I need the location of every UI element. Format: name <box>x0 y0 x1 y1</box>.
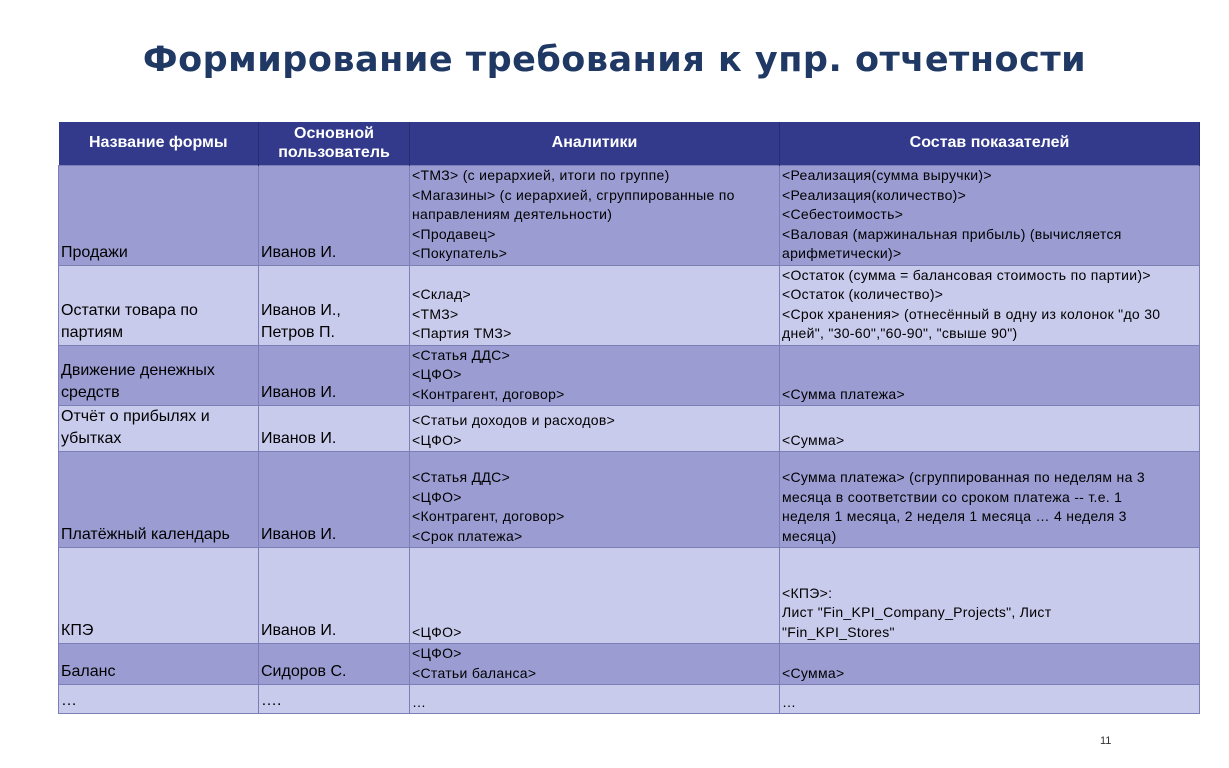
cell-line: месяца) <box>782 527 837 544</box>
indicators-cell <box>780 548 1200 644</box>
user-cell <box>259 548 410 644</box>
form-name-cell <box>59 265 259 345</box>
indicators-cell <box>780 406 1200 452</box>
cell-line: <Статьи баланса> <box>412 664 537 681</box>
cell-line: Иванов И., <box>261 301 341 319</box>
analytics-cell <box>410 406 780 452</box>
analytics-cell <box>410 685 780 714</box>
form-name-cell <box>59 166 259 266</box>
cell-line: <Склад> <box>412 286 471 302</box>
cell-line: средств <box>61 384 120 401</box>
cell-line: Иванов И. <box>261 430 337 447</box>
indicators-cell <box>780 345 1200 406</box>
header-analytics: Аналитики <box>410 122 780 166</box>
cell-line: <Сумма> <box>782 664 845 681</box>
user-cell <box>259 345 410 406</box>
table-row <box>59 685 1200 714</box>
cell-line: арифметически)> <box>782 245 902 261</box>
indicators-cell <box>780 166 1200 266</box>
cell-line: <ЦФО> <box>412 488 462 505</box>
cell-line: "Fin_KPI_Stores" <box>782 623 895 640</box>
cell-line: Продажи <box>61 243 128 261</box>
cell-line: Иванов И. <box>261 526 337 543</box>
indicators-cell <box>780 452 1200 548</box>
cell-line: дней", "30-60","60-90", "свыше 90") <box>782 325 1018 341</box>
cell-line: КПЭ <box>61 622 94 639</box>
cell-line: направлениям деятельности) <box>412 206 613 222</box>
cell-line: Лист "Fin_KPI_Company_Projects", Лист <box>782 604 1052 620</box>
requirements-table <box>58 122 1200 714</box>
cell-line: <Сумма> <box>782 431 845 448</box>
cell-line: <Статья ДДС> <box>412 469 511 485</box>
cell-line: <Срок хранения> (отнесённый в одну из колонок "до 30 <box>782 305 1161 322</box>
cell-line: <ЦФО> <box>412 645 462 661</box>
slide-title: Формирование требования к упр. отчетности <box>142 40 1087 80</box>
user-cell <box>259 452 410 548</box>
analytics-cell <box>410 548 780 644</box>
indicators-cell <box>780 265 1200 345</box>
cell-line: <ЦФО> <box>412 431 462 448</box>
cell-line: <Реализация(количество)> <box>782 186 967 203</box>
cell-line: <Валовая (маржинальная прибыль) (вычисляется <box>782 225 1122 242</box>
cell-line: <Контрагент, договор> <box>412 385 565 402</box>
analytics-cell <box>410 644 780 685</box>
cell-line: месяца в соответствии со сроком платежа -- т.е. 1 <box>782 488 1123 505</box>
form-name-cell <box>59 548 259 644</box>
cell-line: <Статьи доходов и расходов> <box>412 412 616 428</box>
cell-line: <Сумма платежа> <box>782 385 905 402</box>
cell-line: <Себестоимость> <box>782 206 904 222</box>
table-row <box>59 644 1200 685</box>
cell-line: <ЦФО> <box>412 366 462 382</box>
cell-line: Иванов И. <box>261 622 337 639</box>
cell-line: …. <box>261 692 282 709</box>
cell-line: <Статья ДДС> <box>412 346 511 363</box>
analytics-cell <box>410 166 780 266</box>
cell-line: Остатки товара по <box>61 301 198 319</box>
table-row <box>59 452 1200 548</box>
header-indicators: Состав показателей <box>780 122 1200 166</box>
form-name-cell <box>59 685 259 714</box>
analytics-cell <box>410 452 780 548</box>
cell-line: неделя 1 месяца, 2 неделя 1 месяца … 4 неделя 3 <box>782 508 1127 524</box>
cell-line: … <box>412 693 427 710</box>
header-main-user: Основной пользователь <box>259 122 410 166</box>
cell-line: <Реализация(сумма выручки)> <box>782 167 992 183</box>
cell-line: Платёжный календарь <box>61 526 230 543</box>
analytics-cell <box>410 345 780 406</box>
cell-line: Отчёт о прибылях и <box>61 408 210 425</box>
user-cell <box>259 644 410 685</box>
cell-line: <ЦФО> <box>412 623 462 640</box>
table-row <box>59 548 1200 644</box>
cell-line: Иванов И. <box>261 384 337 401</box>
table-row <box>59 345 1200 406</box>
form-name-cell <box>59 644 259 685</box>
header-form-name: Название формы <box>59 122 259 166</box>
cell-line: <Партия ТМЗ> <box>412 325 512 341</box>
cell-line: Иванов И. <box>261 243 337 261</box>
table-row <box>59 265 1200 345</box>
form-name-cell <box>59 345 259 406</box>
cell-line: убытках <box>61 430 122 447</box>
table-header-row <box>59 122 1200 166</box>
cell-line: … <box>782 693 797 710</box>
cell-line: <Сумма платежа> (сгруппированная по неделям на 3 <box>782 469 1145 485</box>
cell-line: <Срок платежа> <box>412 527 523 544</box>
cell-line: <Контрагент, договор> <box>412 508 565 524</box>
cell-line: Петров П. <box>261 323 335 341</box>
user-cell <box>259 685 410 714</box>
form-name-cell <box>59 452 259 548</box>
cell-line: <Продавец> <box>412 225 496 242</box>
user-cell <box>259 166 410 266</box>
indicators-cell <box>780 644 1200 685</box>
cell-line: Сидоров С. <box>261 663 347 680</box>
user-cell <box>259 406 410 452</box>
table-row <box>59 166 1200 266</box>
cell-line: <Магазины> (с иерархией, сгруппированные по <box>412 186 735 203</box>
cell-line: <Покупатель> <box>412 245 508 261</box>
cell-line: <ТМЗ> (с иерархией, итоги по группе) <box>412 167 670 183</box>
cell-line: Баланс <box>61 663 116 680</box>
table-row <box>59 406 1200 452</box>
form-name-cell <box>59 406 259 452</box>
user-cell <box>259 265 410 345</box>
cell-line: <КПЭ>: <box>782 584 833 601</box>
cell-line: <ТМЗ> <box>412 305 459 322</box>
cell-line: … <box>61 692 77 709</box>
cell-line: Движение денежных <box>61 362 215 379</box>
analytics-cell <box>410 265 780 345</box>
page-number: 11 <box>1100 735 1112 747</box>
cell-line: <Остаток (количество)> <box>782 286 944 302</box>
indicators-cell <box>780 685 1200 714</box>
cell-line: партиям <box>61 323 124 341</box>
cell-line: <Остаток (сумма = балансовая стоимость по партии)> <box>782 266 1151 283</box>
